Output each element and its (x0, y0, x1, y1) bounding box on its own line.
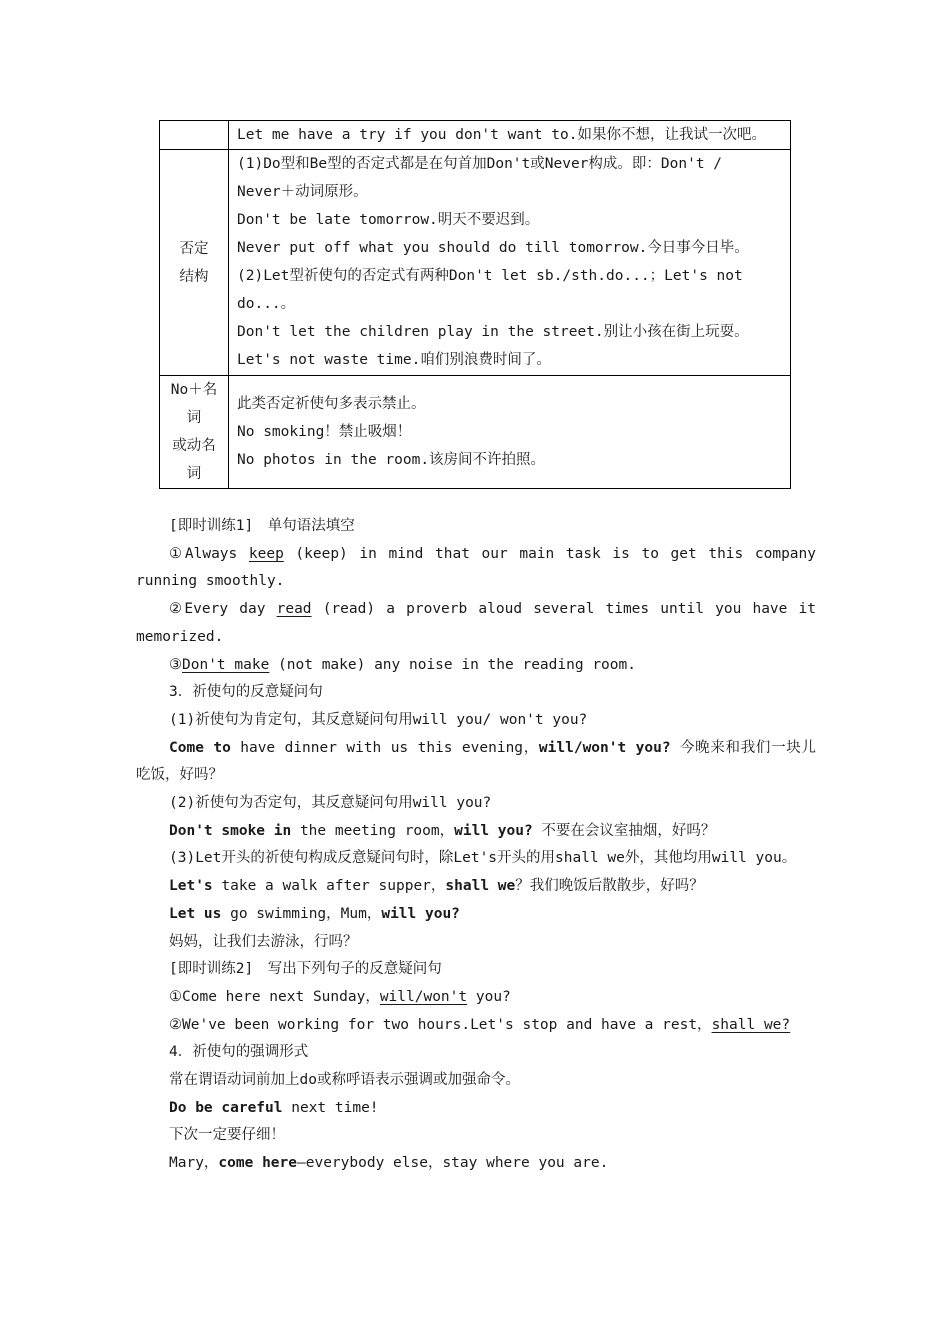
paragraph: (3)Let开头的祈使句构成反意疑问句时，除Let's开头的用shall we外，其他均用will you。 (169, 850, 797, 867)
row-label (160, 121, 229, 150)
paragraph: (1)祈使句为肯定句，其反意疑问句用will you/ won't you? (169, 711, 588, 728)
plain-text: go swimming，Mum， (221, 905, 382, 922)
bold-text: Don't smoke in (169, 822, 292, 839)
content-line: do...。 (237, 296, 296, 312)
translation: 下次一定要仔细！ (169, 1127, 285, 1144)
practice-heading: [即时训练2] 写出下列句子的反意疑问句 (169, 961, 442, 978)
bold-text: will/won't you? (538, 739, 671, 756)
table-row (160, 121, 791, 150)
question-text: ①Always (169, 545, 249, 562)
practice-question (136, 541, 816, 596)
label-line: 结构 (179, 268, 209, 285)
table-row (160, 376, 791, 489)
question-text: ②We've been working for two hours.Let's stop and have a rest， (169, 1016, 712, 1033)
table-row (160, 150, 791, 376)
answer-blank: read (276, 601, 312, 618)
example-sentence (136, 1150, 816, 1178)
content-line: Never put off what you should do till tomorrow.今日事今日毕。 (237, 240, 749, 256)
content-line: Don't let the children play in the street.别让小孩在街上玩耍。 (237, 324, 749, 340)
answer-blank: will/won't (379, 988, 468, 1005)
label-line: 词 (186, 410, 202, 426)
practice-heading: [即时训练1] 单句语法填空 (169, 518, 355, 534)
bold-text: Let us (169, 905, 222, 922)
row-content (229, 376, 791, 489)
row-content (229, 150, 791, 376)
bold-text: will you? (454, 822, 533, 839)
plain-text: —everybody else，stay where you are. (297, 1155, 609, 1172)
example-sentence (136, 1095, 816, 1123)
plain-text: have dinner with us this evening， (230, 739, 539, 756)
label-line: 否定 (179, 240, 209, 257)
question-text: ①Come here next Sunday， (169, 988, 380, 1005)
paragraph: (2)祈使句为否定句，其反意疑问句用will you? (169, 795, 492, 812)
bold-text: Let's (169, 878, 213, 895)
bold-text: will you? (381, 905, 460, 922)
row-label (160, 376, 229, 489)
example-sentence (136, 901, 816, 929)
bold-text: Do be careful (169, 1099, 283, 1116)
example-sentence (136, 735, 816, 790)
example-sentence (136, 873, 816, 901)
content-line: No photos in the room.该房间不许拍照。 (237, 452, 546, 468)
plain-text: take a walk after supper， (212, 878, 446, 895)
content-line: Don't be late tomorrow.明天不要迟到。 (237, 212, 540, 228)
grammar-table (159, 120, 791, 489)
content-line: (2)Let型祈使句的否定式有两种Don't let sb./sth.do...；Let's not (237, 268, 743, 284)
practice-question (136, 984, 816, 1012)
plain-text: 今晚来和我们一块儿吃饭，好吗？ (136, 739, 817, 784)
question-text: you? (467, 988, 511, 1005)
row-label (160, 150, 229, 376)
practice-question (136, 596, 816, 651)
label-line: 词 (186, 466, 202, 482)
plain-text: ？我们晚饭后散散步，好吗？ (515, 878, 704, 895)
paragraph: 常在谓语动词前加上do或称呼语表示强调或加强命令。 (169, 1072, 520, 1089)
question-text: (keep) in mind that our main task is to get this company running smoothly. (136, 545, 816, 590)
content-line: No smoking！禁止吸烟！ (237, 424, 412, 440)
content-line: Let's not waste time.咱们别浪费时间了。 (237, 352, 551, 368)
label-line: No＋名 (170, 382, 218, 398)
question-text: (read) a proverb aloud several times until you have it memorized. (136, 601, 817, 645)
plain-text: Mary， (169, 1155, 219, 1172)
content-line: Let me have a try if you don't want to.如果你不想，让我试一次吧。 (237, 127, 766, 143)
plain-text: 不要在会议室抽烟，好吗？ (532, 822, 716, 839)
translation: 妈妈，让我们去游泳，行吗？ (169, 933, 358, 950)
content-line: Never＋动词原形。 (237, 184, 368, 200)
plain-text: the meeting room， (291, 822, 455, 839)
body-text (136, 513, 816, 1178)
bold-text: Come to (169, 739, 231, 756)
bold-text: shall we (445, 878, 516, 895)
practice-question (136, 652, 816, 680)
answer-blank: shall we? (711, 1016, 791, 1033)
label-line: 或动名 (172, 438, 216, 454)
content-line: 此类否定祈使句多表示禁止。 (237, 396, 426, 412)
bold-text: come here (218, 1155, 297, 1172)
row-content (229, 121, 791, 150)
plain-text: next time! (282, 1099, 379, 1116)
answer-blank: Don't make (182, 656, 270, 673)
question-text: (not make) any noise in the reading room. (269, 656, 636, 673)
question-text: ②Every day (169, 601, 277, 618)
question-text: ③ (169, 656, 182, 673)
example-sentence (136, 818, 816, 846)
answer-blank: keep (248, 545, 284, 562)
section-title: 4．祈使句的强调形式 (169, 1044, 309, 1061)
content-line: (1)Do型和Be型的否定式都是在句首加Don't或Never构成。即：Don't / (237, 156, 723, 172)
section-title: 3．祈使句的反意疑问句 (169, 684, 323, 701)
practice-question (136, 1012, 816, 1040)
